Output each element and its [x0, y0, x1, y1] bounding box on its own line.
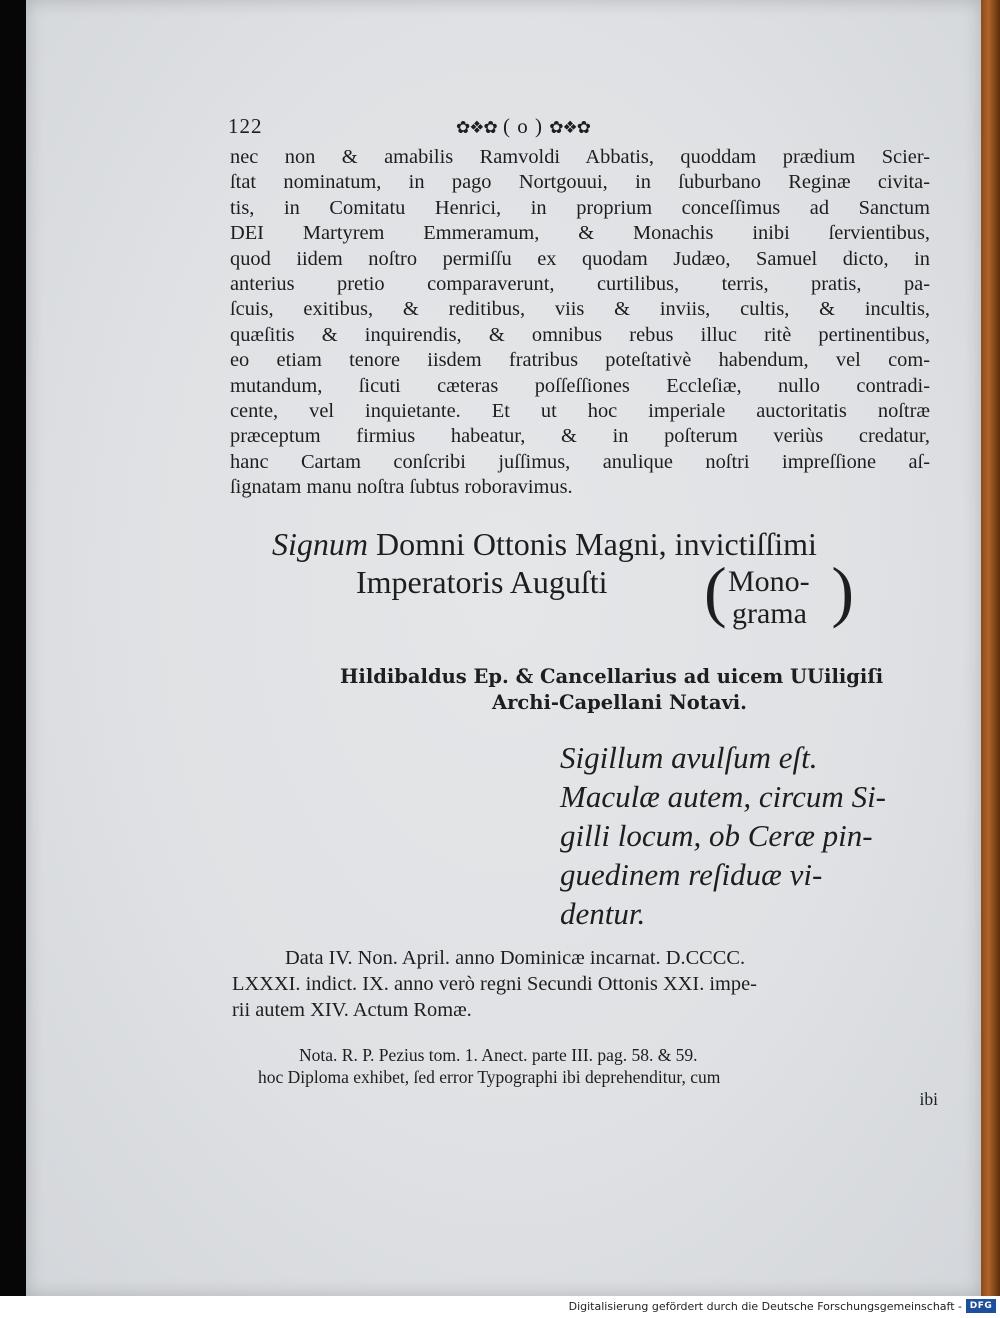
left-brace-icon: (: [704, 553, 727, 629]
right-brace-icon: ): [831, 553, 854, 629]
footnote-line: hoc Diploma exhibet, ſed error Typographi ibi deprehenditur, cum: [258, 1067, 721, 1087]
dating-line: rii autem XIV. Actum Romæ.: [232, 999, 472, 1021]
monogram: [704, 553, 854, 633]
attestation-line-1: Hildibaldus Ep. & Cancellarius ad uicem UUiligiſi: [340, 665, 884, 688]
signum-line-1-text: Domni Ottonis Magni, invictiſſimi: [376, 526, 817, 562]
catchword: ibi: [919, 1089, 938, 1109]
monogram-line-1: Mono-: [728, 565, 810, 598]
attestation-line-2: Archi-Capellani Notavi.: [492, 691, 747, 714]
seal-note-line: Sigillum avulſum eſt.: [560, 740, 818, 775]
text-line: ſtat nominatum, in pago Nortgouui, in ſuburbano Reginæ civita-: [230, 171, 930, 194]
dating-line: LXXXI. indict. IX. anno verò regni Secundi Ottonis XXI. impe-: [232, 973, 757, 995]
text-line: nec non & amabilis Ramvoldi Abbatis, quoddam prædium Scier-: [230, 146, 930, 168]
text-line: DEI Martyrem Emmeramum, & Monachis inibi ſervientibus,: [230, 222, 930, 245]
text-line: cente, vel inquietante. Et ut hoc imperiale auctoritatis noſtræ: [230, 399, 930, 422]
chancellor-attestation: [340, 664, 940, 716]
dating-clause: [232, 945, 932, 1023]
header-ornament-text: ( o ): [502, 114, 543, 138]
seal-note-line: Maculæ autem, circum Si-: [560, 779, 886, 814]
dfg-logo: DFG: [966, 1299, 996, 1313]
seal-note-line: guedinem reſiduæ vi-: [560, 857, 823, 892]
running-header: [228, 114, 708, 144]
text-line: hanc Cartam conſcribi juſſimus, anulique noſtri impreſſione aſ-: [230, 450, 930, 473]
signum-block: [272, 525, 932, 630]
page-number: 122: [228, 114, 263, 138]
text-line: quod iidem noſtro permiſſu ex quodam Judæo, Samuel dicto, in: [230, 247, 930, 270]
text-line: tis, in Comitatu Henrici, in proprium conceſſimus ad Sanctum: [230, 196, 930, 219]
signum-word: Signum: [272, 526, 368, 562]
signum-line-2: Imperatoris Auguſti: [356, 564, 608, 600]
seal-note-line: dentur.: [560, 896, 646, 931]
fleuron-left-icon: ✿❖✿: [456, 118, 497, 138]
seal-note-line: gilli locum, ob Ceræ pin-: [560, 818, 873, 853]
text-line: quæſitis & inquirendis, & omnibus rebus illuc ritè pertinentibus,: [230, 323, 930, 346]
text-line: eo etiam tenore iisdem fratribus poteſtativè habendum, vel com-: [230, 349, 930, 372]
monogram-line-2: grama: [732, 597, 807, 630]
fleuron-right-icon: ✿❖✿: [549, 118, 590, 138]
footer-bar: [0, 1296, 1000, 1318]
text-line: anterius pretio comparaverunt, curtilibus, terris, pratis, pa-: [230, 272, 930, 295]
footnote-line: Nota. R. P. Pezius tom. 1. Anect. parte III. pag. 58. & 59.: [299, 1045, 698, 1065]
footnote: [258, 1044, 938, 1110]
text-line: ſcuis, exitibus, & reditibus, viis & inviis, cultis, & incultis,: [230, 298, 930, 321]
book-edge: [981, 0, 1000, 1296]
seal-note: [560, 738, 940, 933]
text-line: mutandum, ſicuti cæteras poſſeſſiones Eccleſiæ, nullo contradi-: [230, 374, 930, 397]
charter-text: [230, 145, 930, 500]
dating-line: Data IV. Non. April. anno Dominicæ incarnat. D.CCCC.: [285, 947, 746, 969]
funding-notice: Digitalisierung gefördert durch die Deutsche Forschungsgemeinschaft -: [568, 1300, 962, 1313]
text-line: ſignatam manu noſtra ſubtus roboravimus.: [230, 476, 573, 499]
header-ornament: [456, 114, 590, 139]
text-line: præceptum firmius habeatur, & in poſterum veriùs credatur,: [230, 425, 930, 448]
